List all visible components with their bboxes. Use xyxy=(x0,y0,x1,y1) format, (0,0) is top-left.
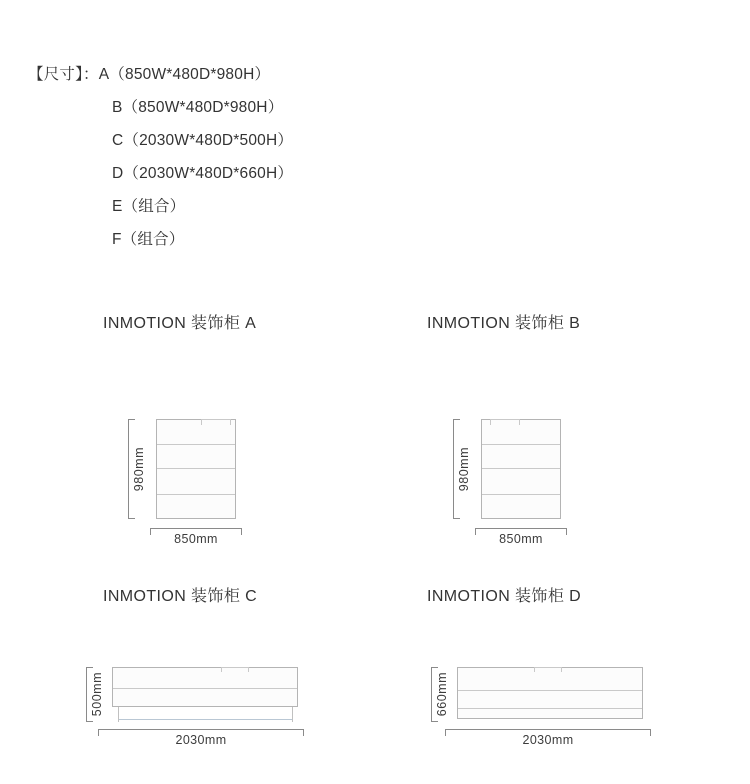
cabinet-body-d xyxy=(457,667,643,719)
spec-text-c: C（2030W*480D*500H） xyxy=(112,132,294,149)
product-drawings-grid xyxy=(0,310,750,784)
spec-label: 【尺寸】： xyxy=(28,66,99,83)
product-cell-a xyxy=(0,310,375,546)
cabinet-divider xyxy=(482,468,560,469)
dimension-line xyxy=(445,729,651,730)
dimension-tick-top xyxy=(431,667,438,668)
cabinet-leg-right-c xyxy=(292,707,293,722)
product-cell-b xyxy=(375,310,750,546)
product-cell-d xyxy=(375,583,750,784)
width-dimension-c xyxy=(98,728,304,750)
cabinet-divider xyxy=(157,494,235,495)
width-label-a: 850mm xyxy=(174,532,218,546)
cabinet-body-c xyxy=(112,667,298,707)
cabinet-top-notch-a xyxy=(201,419,231,425)
drawings-row-1 xyxy=(0,310,750,546)
dimension-line xyxy=(98,729,304,730)
drawing-d xyxy=(375,624,750,784)
width-dimension-a xyxy=(150,527,242,549)
product-title-a: INMOTION 装饰柜 A xyxy=(103,315,257,332)
dimension-tick-top xyxy=(86,667,93,668)
drawing-c xyxy=(0,624,375,784)
product-title-d: INMOTION 装饰柜 D xyxy=(427,588,582,605)
width-dimension-b xyxy=(475,527,567,549)
cabinet-body-b xyxy=(481,419,561,519)
width-label-b: 850mm xyxy=(499,532,543,546)
width-label-d: 2030mm xyxy=(522,733,574,747)
height-dimension-d xyxy=(429,667,455,722)
height-label-d: 660mm xyxy=(435,672,449,717)
drawing-b xyxy=(375,351,750,546)
dimension-line xyxy=(86,667,87,722)
dimension-tick-top xyxy=(453,419,460,420)
spec-line-c xyxy=(28,124,293,157)
cabinet-leg-left-c xyxy=(118,707,119,722)
dimension-line xyxy=(150,528,242,529)
width-dimension-d xyxy=(445,728,651,750)
dimension-tick-bottom xyxy=(453,518,460,519)
cabinet-divider xyxy=(157,444,235,445)
cabinet-divider xyxy=(458,690,642,691)
spec-text-f: F（组合） xyxy=(112,231,185,248)
height-label-c: 500mm xyxy=(90,672,104,717)
product-cell-c xyxy=(0,583,375,784)
dimension-tick-bottom xyxy=(86,721,93,722)
dimension-line xyxy=(128,419,129,519)
spec-line-f xyxy=(28,223,293,256)
cabinet-divider xyxy=(482,444,560,445)
width-label-c: 2030mm xyxy=(175,733,227,747)
cabinet-divider xyxy=(157,468,235,469)
cabinet-top-notch-b xyxy=(490,419,520,425)
height-dimension-a xyxy=(126,419,152,519)
dimension-line xyxy=(431,667,432,722)
dimension-tick-bottom xyxy=(431,721,438,722)
cabinet-accent-bar-c xyxy=(118,719,292,720)
height-label-b: 980mm xyxy=(457,446,471,492)
dimensions-spec-block xyxy=(28,58,293,256)
cabinet-divider xyxy=(482,494,560,495)
cabinet-top-notch-d xyxy=(534,667,562,672)
cabinet-divider xyxy=(113,688,297,689)
cabinet-body-a xyxy=(156,419,236,519)
spec-text-a: A（850W*480D*980H） xyxy=(98,66,271,83)
drawing-a xyxy=(0,351,375,546)
spec-line-b xyxy=(28,91,293,124)
spec-line-a xyxy=(28,58,293,91)
height-dimension-b xyxy=(451,419,477,519)
spec-text-d: D（2030W*480D*660H） xyxy=(112,165,294,182)
product-title-b: INMOTION 装饰柜 B xyxy=(427,315,581,332)
product-title-c: INMOTION 装饰柜 C xyxy=(103,588,258,605)
dimension-tick-bottom xyxy=(128,518,135,519)
height-label-a: 980mm xyxy=(132,446,146,492)
spec-text-b: B（850W*480D*980H） xyxy=(112,99,284,116)
drawings-row-2 xyxy=(0,583,750,784)
dimension-tick-top xyxy=(128,419,135,420)
spec-line-d xyxy=(28,157,293,190)
cabinet-divider xyxy=(458,708,642,709)
spec-line-e xyxy=(28,190,293,223)
spec-text-e: E（组合） xyxy=(112,198,186,215)
dimension-line xyxy=(475,528,567,529)
height-dimension-c xyxy=(84,667,110,722)
cabinet-top-notch-c xyxy=(221,667,249,672)
dimension-line xyxy=(453,419,454,519)
